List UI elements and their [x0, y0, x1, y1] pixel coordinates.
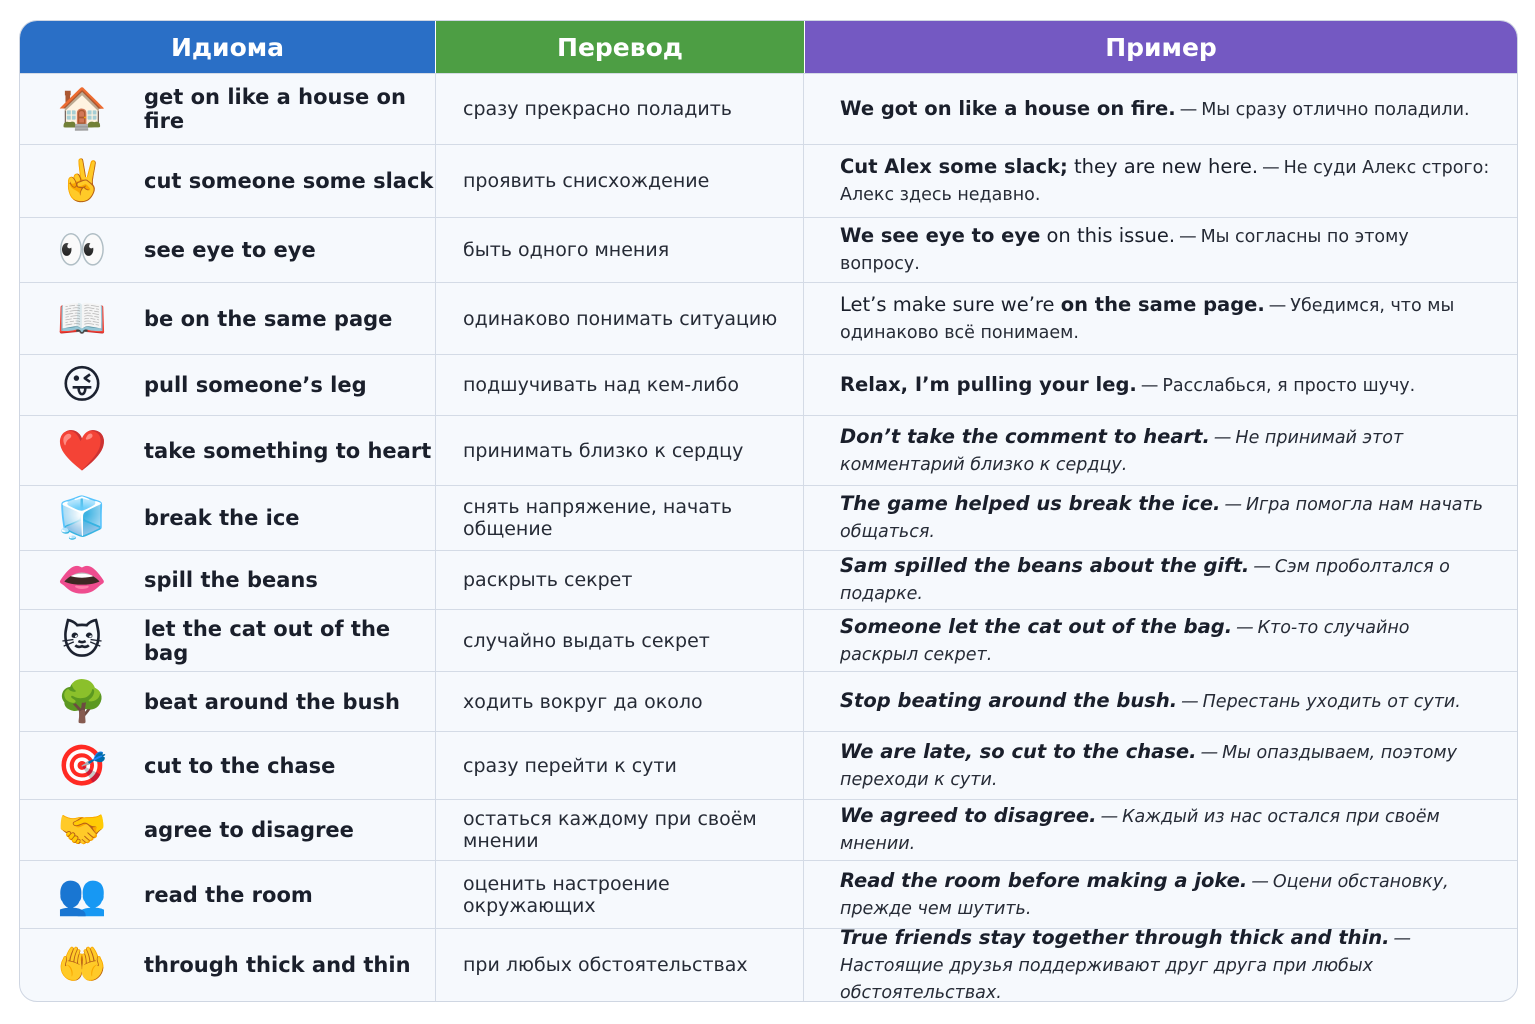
cat-in-bag-icon: 🐱 — [61, 617, 103, 664]
translation-text: одинаково понимать ситуацию — [463, 307, 778, 330]
example-ru: Оцени обстановку, прежде чем шутить. — [840, 871, 1449, 919]
example-en: Cut Alex some slack; — [840, 155, 1068, 178]
example-ru: Не принимай этот комментарий близко к сердцу. — [840, 427, 1404, 475]
example-dash: — — [1224, 495, 1242, 515]
translation-text: случайно выдать секрет — [463, 629, 710, 652]
lips-icon: 👄 — [57, 557, 107, 603]
idiom-text: spill the beans — [144, 568, 318, 592]
example-cell — [803, 551, 1517, 609]
idiom-cell — [20, 355, 435, 415]
translation-cell — [435, 800, 803, 860]
table-row — [20, 217, 1517, 282]
translation-cell — [435, 732, 803, 799]
table-row — [20, 354, 1517, 415]
translation-text: принимать близко к сердцу — [463, 439, 744, 462]
example-cell — [803, 283, 1517, 354]
example-ru: Кто-то случайно раскрыл секрет. — [840, 617, 1410, 665]
example-en-tail: they are new here. — [1067, 155, 1259, 178]
idiom-text: pull someone’s leg — [144, 373, 367, 397]
example-ru: Не суди Алекс строго: Алекс здесь недавно. — [840, 158, 1490, 205]
example-en: The game helped us break the ice. — [840, 492, 1221, 515]
example-dash: — — [1200, 742, 1219, 763]
example-dash: — — [1393, 928, 1412, 949]
example-en: True friends stay together through thick and thin. — [840, 925, 1390, 949]
idiom-text: cut to the chase — [144, 753, 336, 778]
example-dash: — — [1179, 227, 1197, 247]
example-dash: — — [1262, 158, 1280, 178]
translation-cell — [435, 610, 803, 671]
table-row — [20, 73, 1517, 144]
example-cell — [803, 355, 1517, 415]
example-en: Sam spilled the beans about the gift. — [840, 554, 1250, 577]
example-en-tail: on this issue. — [1040, 224, 1176, 247]
example-en: Don’t take the comment to heart. — [840, 424, 1210, 448]
idiom-text: beat around the bush — [144, 689, 400, 714]
idiom-cell — [20, 416, 435, 485]
winking-face-icon: 😜 — [61, 362, 103, 408]
translation-text: при любых обстоятельствах — [463, 954, 748, 976]
table-row — [20, 485, 1517, 550]
example-ru: Мы сразу отлично поладили. — [1201, 99, 1470, 120]
ice-cubes-icon: 🧊 — [57, 495, 107, 541]
example-en: Read the room before making a joke. — [840, 868, 1248, 892]
example-dash: — — [1268, 295, 1287, 316]
idiom-cell — [20, 861, 435, 928]
idiom-cell — [20, 610, 435, 671]
example-ru: Каждый из нас остался при своём мнении. — [840, 807, 1440, 854]
table-header — [20, 21, 1517, 73]
idiom-text: get on like a house on fire — [144, 85, 406, 133]
translation-text: ходить вокруг да около — [463, 690, 703, 713]
translation-cell — [435, 672, 803, 731]
example-en: Stop beating around the bush. — [840, 689, 1178, 712]
people-icon: 👥 — [57, 871, 107, 918]
example-cell — [803, 74, 1517, 144]
translation-text: проявить снисхождение — [463, 170, 710, 192]
table-row — [20, 925, 1517, 1002]
idiom-cell — [20, 218, 435, 282]
example-en: We agreed to disagree. — [840, 804, 1097, 827]
example-dash: — — [1181, 692, 1199, 712]
translation-text: подшучивать над кем-либо — [463, 374, 739, 396]
example-en: We got on like a house on fire. — [840, 96, 1176, 120]
translation-cell — [435, 283, 803, 354]
translation-cell — [435, 486, 803, 550]
idiom-cell — [20, 672, 435, 731]
table-row — [20, 860, 1517, 928]
example-ru: Мы согласны по этому вопросу. — [840, 227, 1409, 274]
idiom-text: read the room — [144, 882, 313, 907]
eyes-icon: 👀 — [57, 227, 107, 273]
idiom-text: see eye to eye — [144, 238, 316, 262]
table-row — [20, 415, 1517, 485]
translation-cell — [435, 929, 803, 1001]
example-cell — [803, 672, 1517, 731]
example-dash: — — [1140, 375, 1159, 396]
example-dash: — — [1213, 427, 1232, 448]
example-dash: — — [1251, 871, 1269, 892]
example-cell — [803, 861, 1517, 928]
translation-cell — [435, 861, 803, 928]
idiom-cell — [20, 800, 435, 860]
example-cell — [803, 145, 1517, 217]
translation-cell — [435, 218, 803, 282]
example-en: on the same page. — [1060, 292, 1265, 316]
table-row — [20, 799, 1517, 860]
idiom-text: cut someone some slack — [144, 169, 434, 193]
example-ru: Перестань уходить от сути. — [1202, 692, 1461, 712]
handshake-icon: 🤝 — [57, 807, 107, 853]
example-ru: Сэм проболтался о подарке. — [840, 557, 1450, 604]
header-idiom: Идиома — [20, 21, 435, 73]
open-book-icon: 📖 — [57, 295, 107, 342]
example-dash: — — [1253, 557, 1271, 577]
example-ru: Расслабься, я просто шучу. — [1162, 375, 1416, 396]
heart-icon: ❤️ — [57, 427, 107, 474]
idiom-cell — [20, 929, 435, 1001]
table-row — [20, 671, 1517, 731]
idiom-text: take something to heart — [144, 438, 432, 463]
example-dash: — — [1236, 617, 1254, 638]
idiom-text: let the cat out of the bag — [144, 616, 391, 665]
idiom-cell — [20, 283, 435, 354]
translation-cell — [435, 551, 803, 609]
example-ru: Убедимся, что мы одинаково всё понимаем. — [840, 295, 1455, 343]
table-body — [20, 73, 1517, 1001]
example-cell — [803, 486, 1517, 550]
example-cell — [803, 218, 1517, 282]
translation-text: быть одного мнения — [463, 239, 670, 261]
translation-text: остаться каждому при своём мнении — [463, 808, 757, 852]
hand-gesture-icon: ✌️ — [57, 158, 107, 204]
translation-text: снять напряжение, начать общение — [463, 496, 733, 540]
target-icon: 🎯 — [57, 742, 107, 789]
example-en: Relax, I’m pulling your leg. — [840, 372, 1137, 396]
translation-text: сразу перейти к сути — [463, 754, 677, 777]
idiom-text: through thick and thin — [144, 953, 411, 977]
translation-text: оценить настроение окружающих — [463, 872, 670, 917]
bush-icon: 🌳 — [57, 678, 107, 725]
header-example: Пример — [804, 21, 1517, 73]
house-on-fire-icon: 🏠 — [57, 86, 107, 132]
idiom-cell — [20, 74, 435, 144]
example-cell — [803, 732, 1517, 799]
table-row — [20, 550, 1517, 609]
translation-cell — [435, 145, 803, 217]
example-cell — [803, 610, 1517, 671]
idiom-cell — [20, 145, 435, 217]
idiom-cell — [20, 732, 435, 799]
idiom-cell — [20, 486, 435, 550]
idiom-text: be on the same page — [144, 306, 393, 331]
translation-cell — [435, 355, 803, 415]
example-ru: Игра помогла нам начать общаться. — [840, 495, 1484, 542]
translation-text: раскрыть секрет — [463, 569, 633, 591]
header-translation: Перевод — [435, 21, 804, 73]
example-dash: — — [1100, 807, 1119, 827]
idiom-text: break the ice — [144, 506, 300, 530]
table-row — [20, 609, 1517, 671]
table-row — [20, 731, 1517, 799]
example-en-lead: Let’s make sure we’re — [840, 292, 1061, 316]
idiom-text: agree to disagree — [144, 818, 354, 842]
table-row — [20, 282, 1517, 354]
heart-in-hands-icon: 🤲 — [57, 942, 107, 988]
example-ru: Настоящие друзья поддерживают друг друга при любых обстоятельствах. — [840, 955, 1374, 1002]
example-en: Someone let the cat out of the bag. — [840, 614, 1233, 638]
idiom-cell — [20, 551, 435, 609]
table-row — [20, 144, 1517, 217]
translation-cell — [435, 74, 803, 144]
example-cell — [803, 800, 1517, 860]
example-en: We are late, so cut to the chase. — [840, 739, 1197, 763]
example-cell — [803, 416, 1517, 485]
example-en: We see eye to eye — [840, 224, 1041, 247]
translation-cell — [435, 416, 803, 485]
example-dash: — — [1179, 99, 1198, 120]
example-ru: Мы опаздываем, поэтому переходи к сути. — [840, 742, 1457, 790]
idioms-table — [19, 20, 1518, 1002]
translation-text: сразу прекрасно поладить — [463, 98, 733, 120]
example-cell — [803, 925, 1517, 1002]
